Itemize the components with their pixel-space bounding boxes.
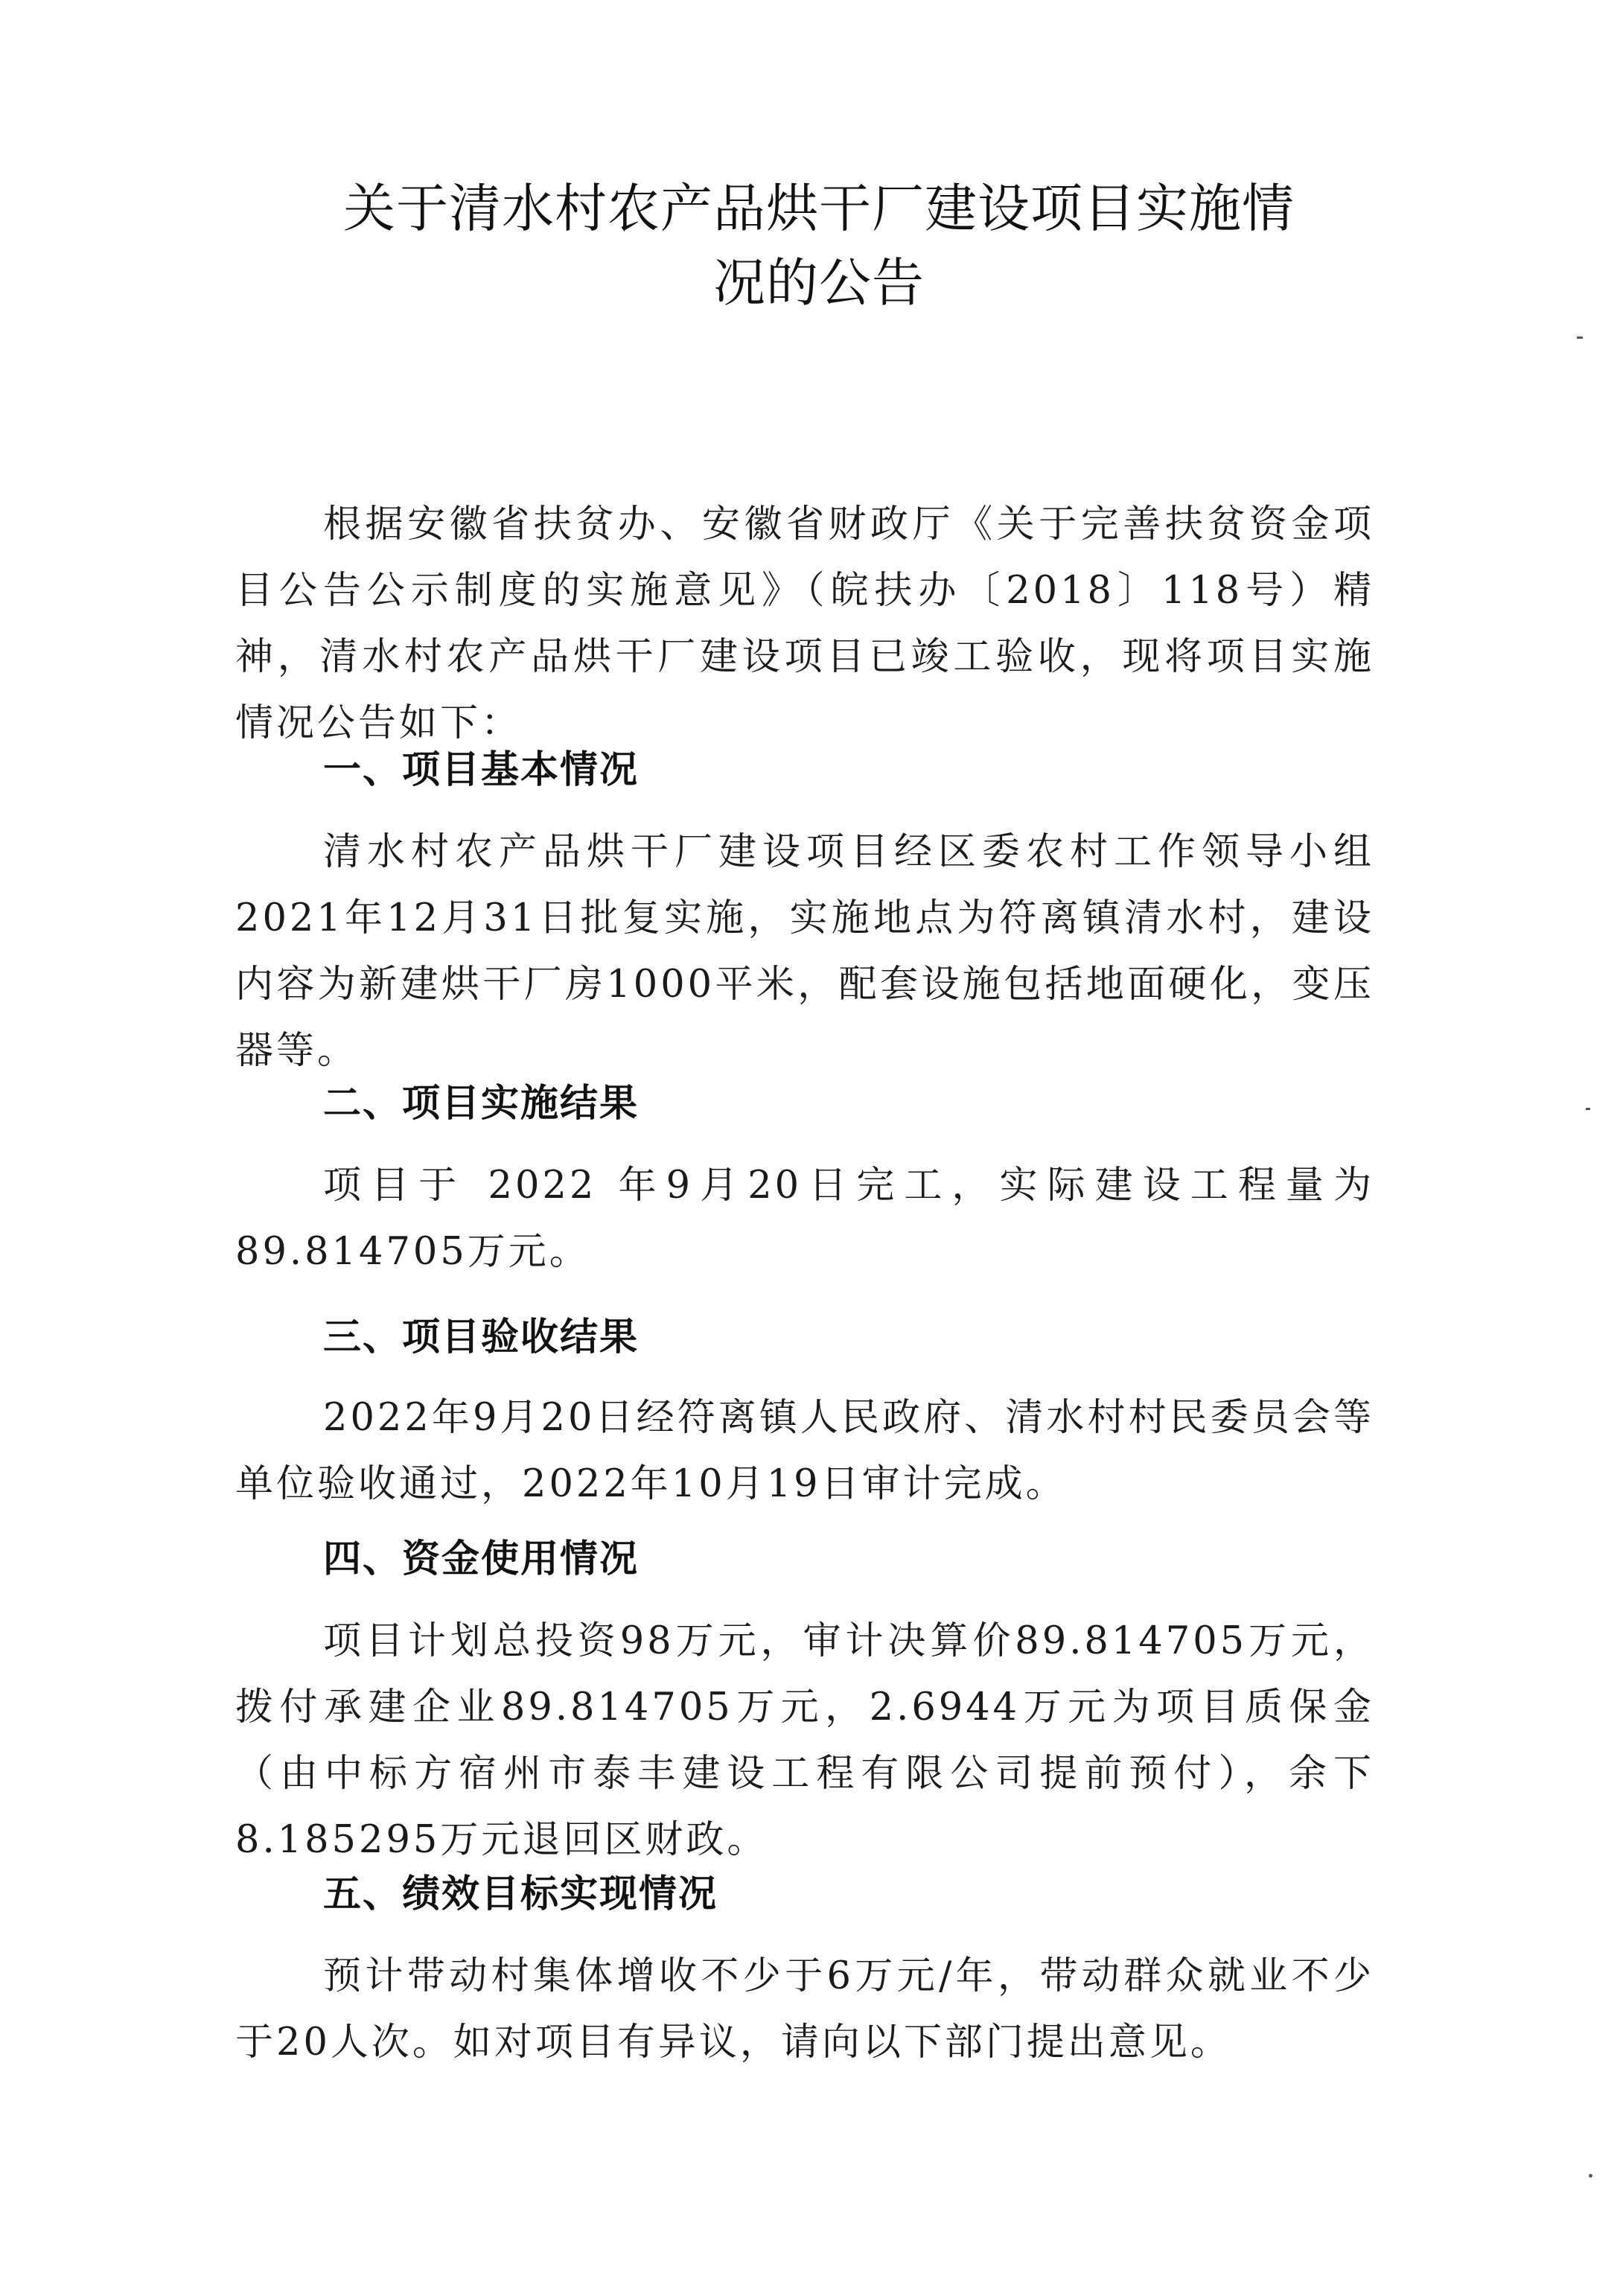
- section-2-text: 项目于 2022 年9月20日完工，实际建设工程量为89.814705万元。: [235, 1164, 1374, 1274]
- section-1-text: 清水村农产品烘干厂建设项目经区委农村工作领导小组2021年12月31日批复实施，实施地点为符离镇清水村，建设内容为新建烘干厂房1000平米，配套设施包括地面硬化，变压器等。: [235, 830, 1374, 1073]
- section-3-text: 2022年9月20日经符离镇人民政府、清水村村民委员会等单位验收通过，2022年10月19日审计完成。: [235, 1396, 1374, 1506]
- scan-artifact: [1577, 337, 1583, 339]
- scan-artifact: [1589, 2174, 1592, 2178]
- title-line-2: 况的公告: [713, 252, 925, 313]
- scan-artifact: [1586, 1108, 1590, 1110]
- section-1-heading: 一、项目基本情况: [323, 748, 640, 792]
- intro-paragraph: 根据安徽省扶贫办、安徽省财政厅《关于完善扶贫资金项目公告公示制度的实施意见》（皖扶办〔2018〕118号）精神，清水村农产品烘干厂建设项目已竣工验收，现将项目实施情况公告如下：: [235, 503, 1374, 745]
- section-3-heading: 三、项目验收结果: [323, 1316, 640, 1359]
- document-title: [223, 171, 1415, 320]
- section-5-heading: 五、绩效目标实现情况: [323, 1872, 718, 1916]
- section-2-heading: 二、项目实施结果: [323, 1082, 640, 1126]
- section-4-heading: 四、资金使用情况: [323, 1537, 640, 1581]
- title-line-1: 关于清水村农产品烘干厂建设项目实施情: [343, 178, 1295, 239]
- section-5-text: 预计带动村集体增收不少于6万元/年，带动群众就业不少于20人次。如对项目有异议，请向以下部门提出意见。: [235, 1954, 1374, 2064]
- section-4-text: 项目计划总投资98万元，审计决算价89.814705万元，拨付承建企业89.814705万元，2.6944万元为项目质保金（由中标方宿州市泰丰建设工程有限公司提前预付），余下8.185295万元退回区财政。: [235, 1619, 1374, 1862]
